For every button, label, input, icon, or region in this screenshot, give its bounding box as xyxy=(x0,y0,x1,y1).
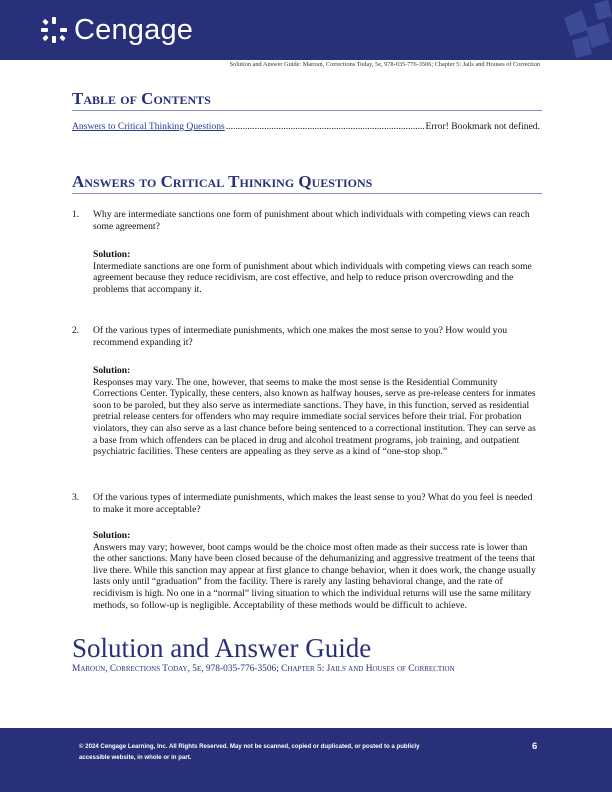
running-head: Solution and Answer Guide: Maroun, Corrections Today, 5e, 978-035-776-3506; Chapter 5: Jails and Houses of Correction xyxy=(229,61,540,68)
solution-label: Solution: xyxy=(93,365,131,376)
page-number: 6 xyxy=(532,741,538,752)
solution-label: Solution: xyxy=(93,249,131,260)
toc-entry-page: Error! Bookmark not defined. xyxy=(425,121,540,132)
question-number: 1. xyxy=(72,209,80,220)
question-number: 2. xyxy=(72,325,80,336)
cengage-logo-icon xyxy=(38,15,70,45)
solution-text: Answers may vary; however, boot camps would be the choice most often made as their success rate is lower than the other sanctions. Many have been closed because of the dehumanizing and aggressive treatment of the teens that live there. While this sanction may appear at first glance to change behavior, when it does work, the change usually lasts only until “graduation” from the facility. There is rarely any lasting behavioral change, and the rate of recidivism is high. No one in a “normal” living situation to which the individual returns will use the same military methods, so follow-up is negligible. Acceptability of these methods would be difficult to achieve. xyxy=(93,541,536,611)
question-text: Of the various types of intermediate punishments, which one makes the most sense to you? How would you recommend expanding it? xyxy=(93,325,508,348)
brand-name: Cengage xyxy=(74,13,194,46)
question-text: Why are intermediate sanctions one form of punishment about which individuals with competing views can reach some agreement? xyxy=(93,209,530,232)
guide-title: Solution and Answer Guide xyxy=(72,633,372,663)
toc-entry-link[interactable]: Answers to Critical Thinking Questions xyxy=(72,121,225,132)
solution-text: Intermediate sanctions are one form of punishment about which individuals with competing views can reach some agreement because they reduce recidivism, are cost effective, and help to reduce prison overcrowding and the problems that accompany it. xyxy=(93,260,532,295)
logo xyxy=(38,13,193,47)
question-text: Of the various types of intermediate punishments, which makes the least sense to you? What do you feel is needed to make it more acceptable? xyxy=(93,492,533,515)
toc-entry[interactable] xyxy=(72,121,540,132)
solution-text: Responses may vary. The one, however, that seems to make the most sense is the Residential Community Corrections Center. Typically, these centers, also known as halfway houses, serve as pre-release centers for inmates soon to be paroled, but they also serve as intermediate sanctions. They have, in this function, served as residential pretrial release centers for offenders who may require immediate social services before their trial. For probation violators, they can also serve as a last chance before being sentenced to a correctional institution. They can serve as a base from which offenders can be placed in drug and alcohol treatment programs, job training, and outpatient psychiatric facilities. These centers are appealing as they serve as a kind of “one-stop shop.” xyxy=(93,376,536,458)
answers-heading: Answers to Critical Thinking Questions xyxy=(72,173,542,194)
copyright-line-1: © 2024 Cengage Learning, Inc. All Rights Reserved. May not be scanned, copied or duplicated, or posted to a publicly xyxy=(79,743,420,750)
toc-heading: Table of Contents xyxy=(72,90,542,111)
toc-leader-dots xyxy=(226,121,425,132)
question-number: 3. xyxy=(72,492,80,503)
guide-subtitle: Maroun, Corrections Today, 5e, 978-035-776-3506; Chapter 5: Jails and Houses of Correction xyxy=(72,664,455,674)
copyright-notice xyxy=(79,742,479,763)
header-band xyxy=(0,0,612,60)
copyright-line-2: accessible website, in whole or in part. xyxy=(79,753,192,761)
decorative-tiles-icon xyxy=(542,0,612,60)
solution-label: Solution: xyxy=(93,530,131,541)
